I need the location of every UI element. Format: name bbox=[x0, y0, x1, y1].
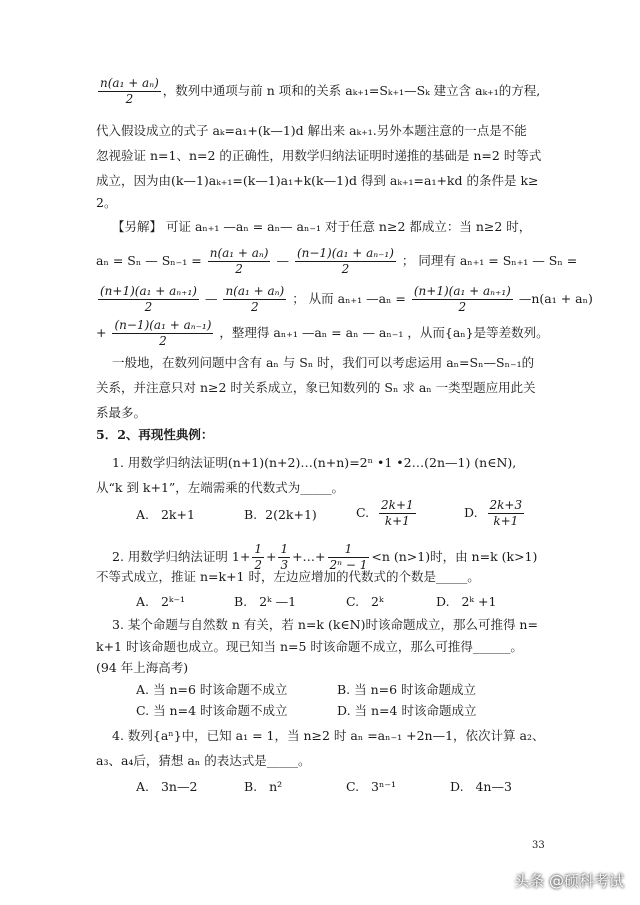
general-line1: 一般地，在数列问题中含有 aₙ 与 Sₙ 时，我们可以考虑运用 aₙ=Sₙ—Sₙ₋₁的 bbox=[112, 355, 535, 370]
fraction: $\frac{\text{n(a₁ + aₙ)}}{2}$ bbox=[209, 246, 269, 276]
fraction: $\frac{\text{(n+1)(a₁ + aₙ₊₁)}}{2}$ bbox=[413, 284, 511, 314]
q3-option-c: C. 当 n=4 时该命题不成立 bbox=[136, 703, 288, 718]
fraction: $\frac{2k+3}{k+1}$ bbox=[489, 498, 523, 528]
para1-line3: 忽视验证 n=1、n=2 的正确性，用数学归纳法证明时递推的基础是 n=2 时等式 bbox=[96, 148, 542, 163]
alt-line4: + $\frac{\text{(n−1)(a₁ + aₙ₋₁)}}{2}$ ，整理得 aₙ₊₁ —aₙ = aₙ — aₙ₋₁ ，从而{aₙ}是等差数列。 bbox=[96, 318, 549, 348]
para1-line1: $\frac{\text{n(a₁ + aₙ)}}{2}$ ，数列中通项与前 n 项和的关系 aₖ₊₁=Sₖ₊₁—Sₖ 建立含 aₖ₊₁的方程, bbox=[100, 76, 541, 106]
q1-option-d: D. $\frac{2k+3}{k+1}$ bbox=[464, 498, 523, 528]
alt-line2: aₙ = Sₙ — Sₙ₋₁ = $\frac{\text{n(a₁ + aₙ)}}{2}$ — $\frac{\text{(n−1)(a₁ + aₙ₋₁)}}{2}$ ； 同理有 aₙ₊₁ = Sₙ₊₁ — Sₙ = bbox=[96, 246, 578, 276]
para1-line4: 成立，因为由(k—1)aₖ₊₁=(k—1)a₁+k(k—1)d 得到 aₖ₊₁=a₁+kd 的条件是 k≥ bbox=[96, 173, 539, 188]
q2-option-a: A. 2ᵏ⁻¹ bbox=[136, 594, 186, 609]
fraction: $\frac{1}{2}$ bbox=[254, 542, 262, 572]
para1-line2: 代入假设成立的式子 aₖ=a₁+(k—1)d 解出来 aₖ₊₁.另外本题注意的一点是不能 bbox=[96, 123, 527, 138]
q4-line1: 4. 数列{aⁿ}中，已知 a₁ = 1，当 n≥2 时 aₙ =aₙ₋₁ +2n—1，依次计算 a₂、 bbox=[112, 728, 545, 743]
q4-line2: a₃、a₄后，猜想 aₙ 的表达式是_____。 bbox=[96, 753, 311, 768]
alt-line3: $\frac{\text{(n+1)(a₁ + aₙ₊₁)}}{2}$ — $\frac{\text{n(a₁ + aₙ)}}{2}$ ； 从而 aₙ₊₁ —aₙ = $\frac{\text{(n+1)(a₁ + aₙ₊₁)}}{2}$ —n(a₁ + aₙ) bbox=[100, 284, 593, 314]
q1-line2: 从“k 到 k+1”，左端需乘的代数式为_____。 bbox=[96, 480, 345, 495]
fraction: $\frac{\text{n(a₁ + aₙ)}}{2}$ bbox=[100, 76, 159, 106]
q3-option-b: B. 当 n=6 时该命题成立 bbox=[337, 682, 477, 697]
fraction: $\frac{\text{(n−1)(a₁ + aₙ₋₁)}}{2}$ bbox=[114, 318, 212, 348]
q3-line1: 3. 某个命题与自然数 n 有关，若 n=k (k∈N)时该命题成立，那么可推得 n= bbox=[112, 617, 538, 632]
q3-option-d: D. 当 n=4 时该命题成立 bbox=[337, 703, 477, 718]
fraction: $\frac{2k+1}{k+1}$ bbox=[381, 498, 414, 528]
q1-option-a: A. 2k+1 bbox=[136, 507, 195, 522]
watermark: 头条 @硕科考试 bbox=[514, 872, 624, 890]
general-line3: 系最多。 bbox=[96, 405, 147, 420]
q1-line1: 1. 用数学归纳法证明(n+1)(n+2)…(n+n)=2ⁿ •1 •2…(2n—1) (n∈N), bbox=[112, 455, 517, 470]
fraction: $\frac{\text{(n−1)(a₁ + aₙ₋₁)}}{2}$ bbox=[296, 246, 394, 276]
fraction: $\frac{1}{3}$ bbox=[280, 542, 289, 572]
q1-option-c: C. $\frac{2k+1}{k+1}$ bbox=[356, 498, 414, 528]
general-line2: 关系，并注意只对 n≥2 时关系成立，象已知数列的 Sₙ 求 aₙ 一类型题应用此关 bbox=[96, 380, 536, 395]
q3-line2: k+1 时该命题也成立。现已知当 n=5 时该命题不成立，那么可推得______。 bbox=[96, 639, 523, 654]
q2-line1: 2. 用数学归纳法证明 1+ $\frac{1}{2}$ + $\frac{1}{3}$ +…+ $\frac{1}{\text{2ⁿ − 1}}$ <n (n>1)时，由 n=k (k>1) bbox=[112, 542, 538, 572]
para1-line5: 2。 bbox=[96, 195, 117, 210]
fraction: $\frac{1}{\text{2ⁿ − 1}}$ bbox=[329, 542, 368, 572]
alt-line1: 【另解】 可证 aₙ₊₁ —aₙ = aₙ— aₙ₋₁ 对于任意 n≥2 都成立：当 n≥2 时， bbox=[112, 219, 532, 234]
page-number: 33 bbox=[532, 840, 545, 851]
q1-option-b: B. 2(2k+1) bbox=[244, 507, 317, 522]
fraction: $\frac{\text{(n+1)(a₁ + aₙ₊₁)}}{2}$ bbox=[100, 284, 197, 314]
q4-option-b: B. n² bbox=[244, 779, 283, 794]
fraction: $\frac{\text{n(a₁ + aₙ)}}{2}$ bbox=[225, 284, 285, 314]
q4-option-d: D. 4n—3 bbox=[450, 779, 512, 794]
q3-line3: (94 年上海高考) bbox=[96, 660, 189, 675]
q2-line2: 不等式成立，推证 n=k+1 时，左边应增加的代数式的个数是_____。 bbox=[96, 569, 480, 584]
q2-option-d: D. 2ᵏ +1 bbox=[436, 594, 497, 609]
q4-option-a: A. 3n—2 bbox=[136, 779, 198, 794]
q4-option-c: C. 3ⁿ⁻¹ bbox=[346, 779, 396, 794]
q2-option-b: B. 2ᵏ —1 bbox=[234, 594, 297, 609]
section-title: 5．2、再现性典例： bbox=[96, 427, 214, 442]
q2-option-c: C. 2ᵏ bbox=[346, 594, 384, 609]
q3-option-a: A. 当 n=6 时该命题不成立 bbox=[136, 682, 288, 697]
